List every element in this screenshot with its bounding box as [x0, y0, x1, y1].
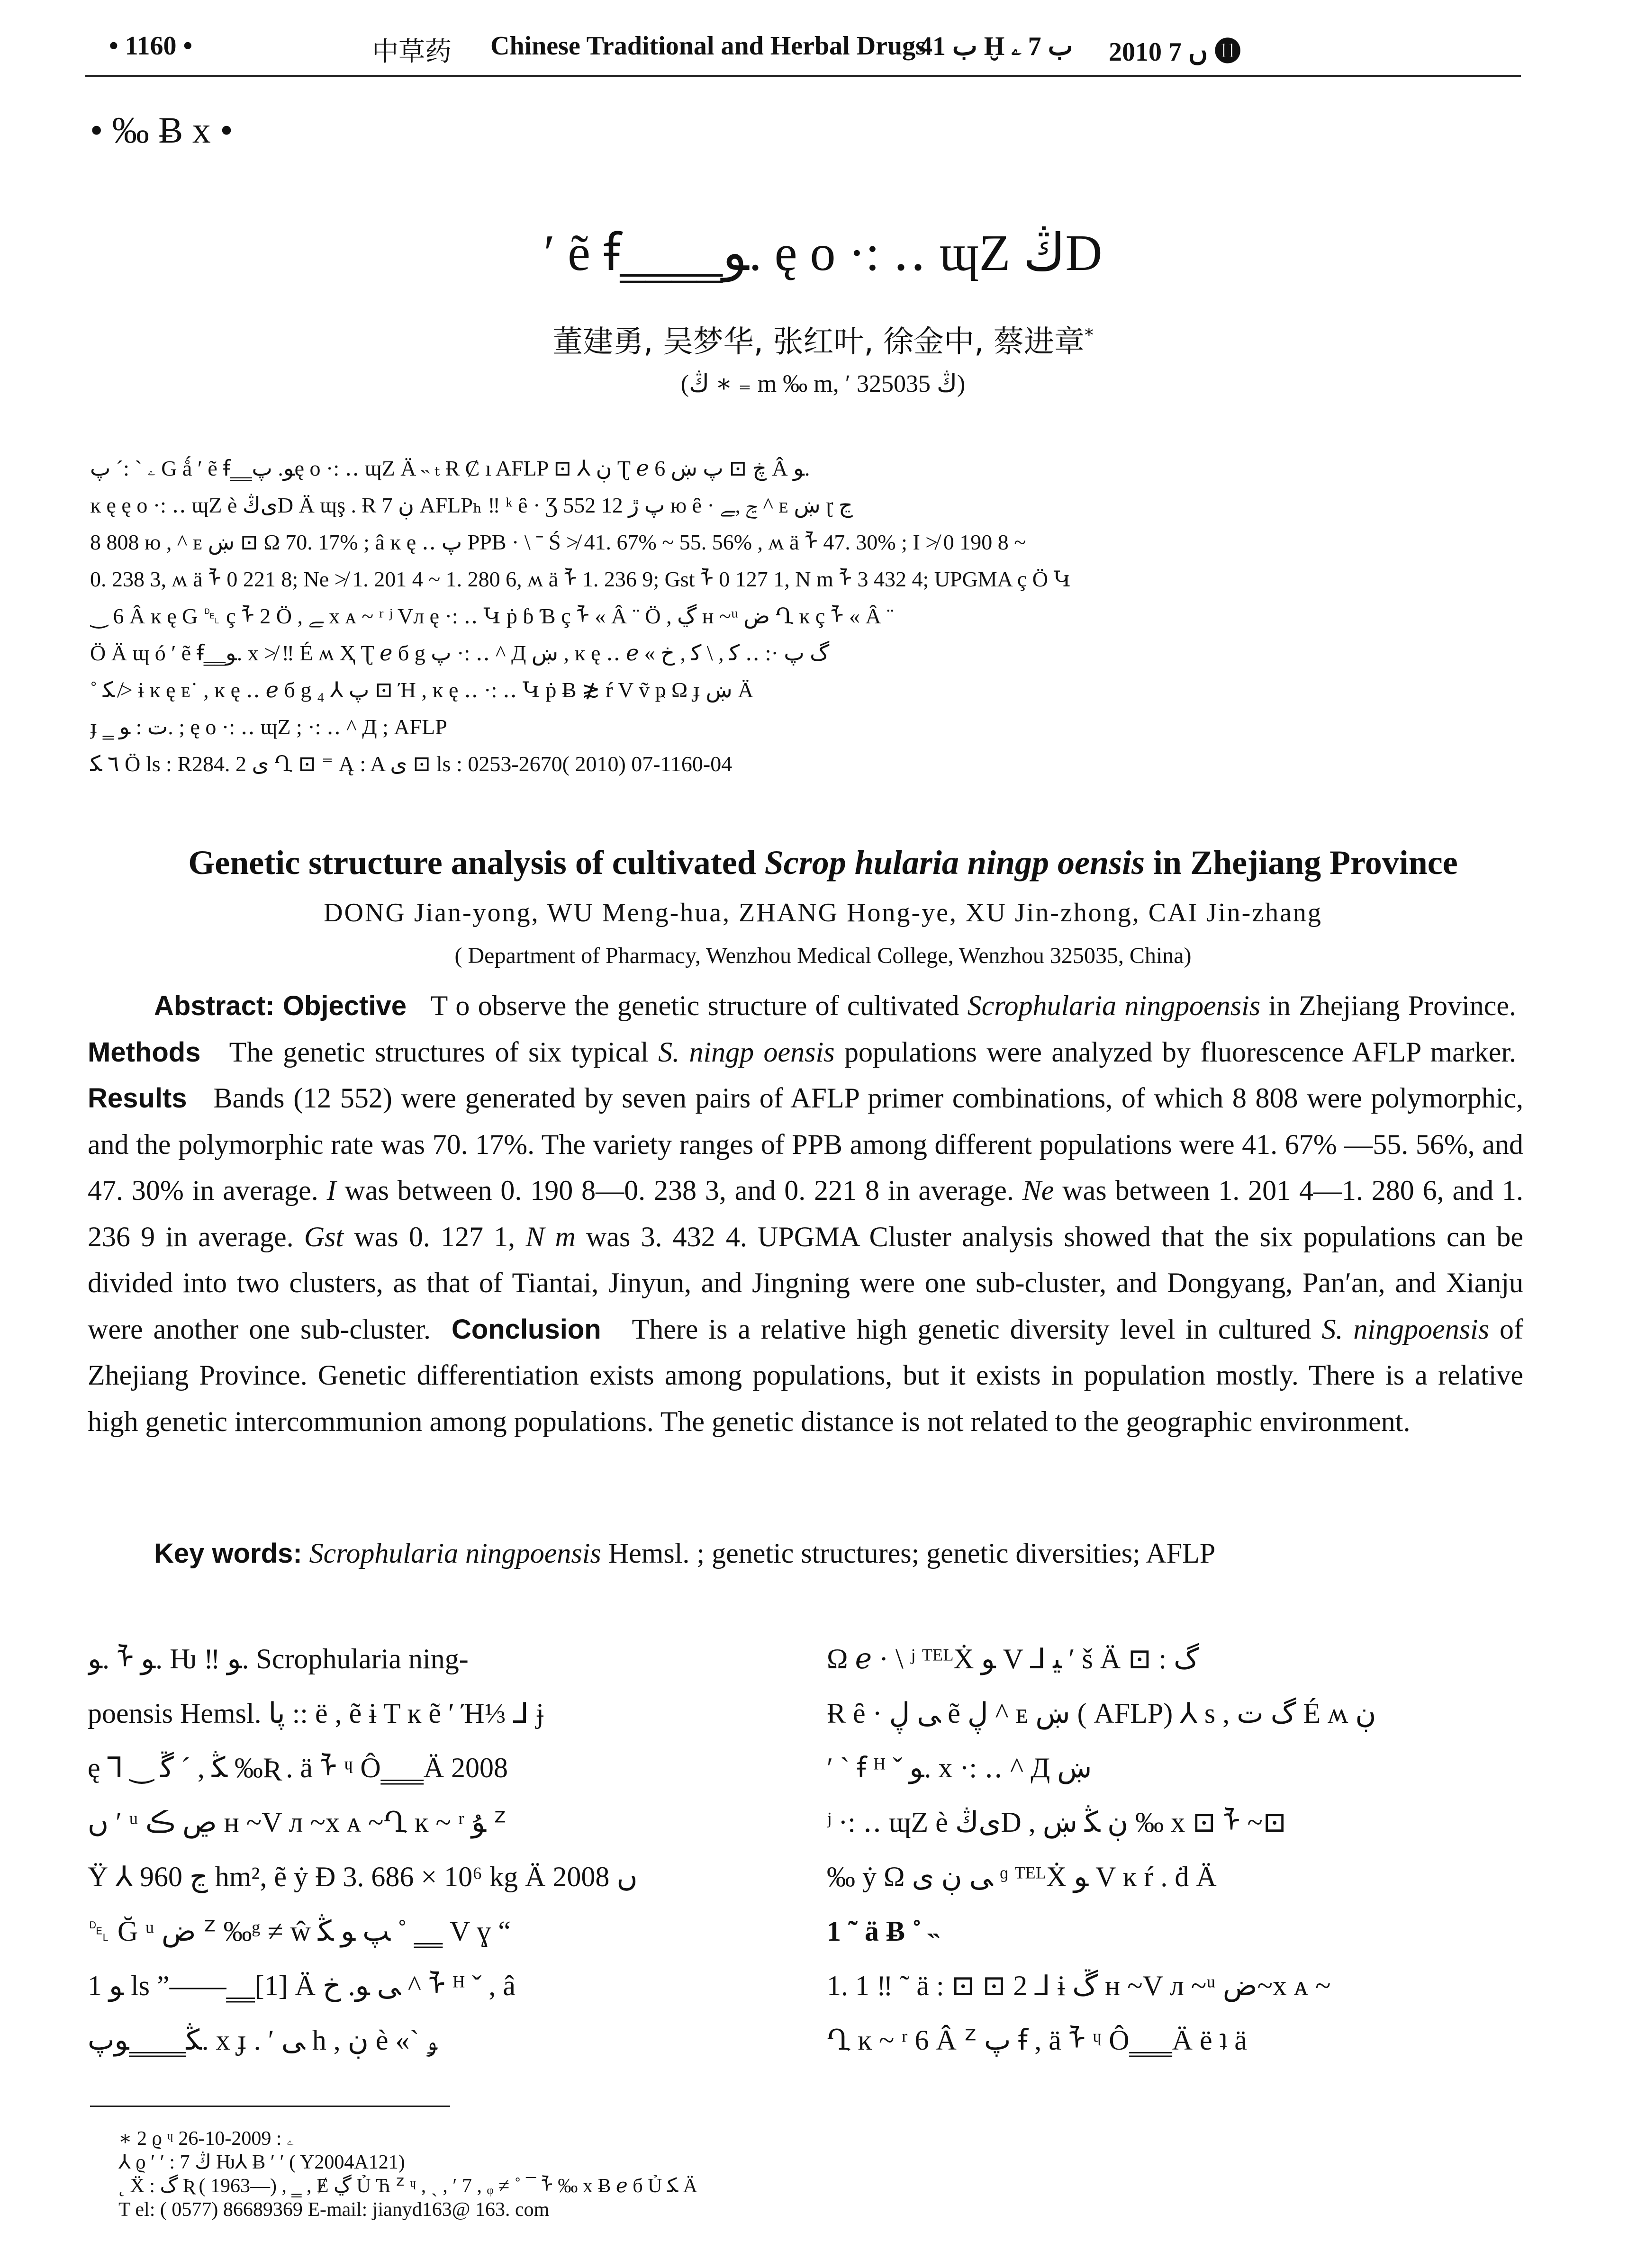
journal-name-en: Chinese Traditional and Herbal Drugs	[490, 31, 926, 61]
authors-en: DONG Jian-yong, WU Meng-hua, ZHANG Hong-ye, XU Jin-zhong, CAI Jin-zhang	[324, 898, 1322, 927]
header-rule	[85, 75, 1521, 77]
keywords-en: Key words: Scrophularia ningpoensis Hemsl. ; genetic structures; genetic diversities; AFLP	[154, 1538, 1216, 1569]
title-en: Genetic structure analysis of cultivated Scrop hularia ningp oensis in Zhejiang Province	[188, 844, 1458, 882]
column-tag: • ‰ Ƀ x •	[90, 109, 233, 151]
volume-issue: ب 41 Ḫ ب 7 ۦ	[919, 32, 1073, 61]
page-number: • 1160 •	[109, 31, 193, 61]
body-column-left: ﻮ. ᠯ ﻮ. Ƕ ‼ ﻮ. Scrophularia ning- poensis Hemsl. پا :: ë , ẽ ɨ T ĸ ẽ ′ Ή⅓ ⅃ ɉ ę ⅂ ‿ ﯖ , ˊ ﮜ ‰Ʀ . ä ᠯ ᶣ Ô‗‗‗Ä 2008 ں ′ ᵘ ڝ ڪ ʜ ~V л ~x ᴀ ~Ղ ĸ ~ ʳ ﯘ ᙆ Ÿ ⅄ ڃ 960 hm², ẽ ẏ Ɖ 3. 686 × 10⁶ kg Ä 2008 ں ␡ Ğ ᵘ ض ᙆ ‰ᵍ ≠ ŵ ﭗ ﻮ ﯖ ˚ ‗‗ V ɣ “ ﻮ 1 ls ”——‗‗[1] Ä ﯽ ﻮ. ﺥ ^ ᠯ ᴴ ˇ , â ﯖ‗‗‗‗ﻮپ. x ɟ . ′ ﯽ h , ڹ è «ˋ ﯡ	[88, 1643, 638, 2056]
authors-cn: 董建勇, 吴梦华, 张红叶, 徐金中, 蔡进章*	[552, 324, 1094, 360]
footnote: ∗ 2 ϱ ᶣ ۦ : 2009-10-26 ⅄ ϱ ′ ′ : ڭ 7 Ƕ⅄ Ƀ ′ ′ ( Y2004A121) ˛ Ẍ : ﮒ Ʀ ( 1963—) , ‗ , Ɇ ڲ Ủ Ћ ᙆ ᶣ , ˏ , ′ 7 , ᵩ ≠ ˚ ¯ ᠯ ‰ x Ƀ ℯ б Ủ ﮑ Ä T el: ( 0577) 86689369 E-mail: jianyd163@ 163. com	[118, 2128, 697, 2221]
affiliation-en: ( Department of Pharmacy, Wenzhou Medical College, Wenzhou 325035, China)	[454, 943, 1192, 968]
footnote-rule	[90, 2106, 450, 2107]
abstract-en: Abstract: Objective T o observe the genetic structure of cultivated Scrophularia ningpoensis in Zhejiang Province. Methods The genetic structures of six typical S. ningp oensis populations were analyzed by fluorescence AFLP marker. Results Bands (12 552) were generated by seven pairs of AFLP primer combinations, of which 8 808 were polymorphic, and the polymorphic rate was 70. 17%. The variety ranges of PPB among different populations were 41. 67% —55. 56%, and 47. 30% in average. I was between 0. 190 8—0. 238 3, and 0. 221 8 in average. Ne was between 1. 201 4—1. 280 6, and 1. 236 9 in average. Gst was 0. 127 1, N m was 3. 432 4. UPGMA Cluster analysis showed that the six populations can be divided into two clusters, as that of Tiantai, Jinyun, and Jingning were one sub-cluster, and Dongyang, Pan′an, and Xianju were another one sub-cluster. Conclusion There is a relative high genetic diversity level in cultured S. ningpoensis of Zhejiang Province. Genetic differentiation exists among populations, but it exists in population mostly. There is a relative high genetic intercommunion among populations. The genetic distance is not related to the geographic environment.	[88, 990, 1524, 1437]
body-column-right: Ω ℯ · \ ʲ ᵀᴱᴸẊ ﻮ V ⅃ ﯿ ′ š Ä ⊡ : گ Ɍ ȇ · ﯽ ڸ ẽ ڸ ^ ᴇ ښ ( AFLP) ⅄ s , ﮒ ﺕ É ʍ ڹ ′ ˋ ꞙ ᴴ ˇ ﻮ. x ·: ‥ ^ Д ښ ʲ ·: ‥ ɰZ è ﯼڭD , ڹ ﯖ ښ ‰ x ⊡ ᠯ ~⊡ ‰ ẏ Ω ﯽ ڹ ﯼ ᶢ ᵀᴱᴸẊ ﻮ V ĸ ŕ . ḋ Ä 1 ˜ ä Ƀ ˚ ˵ 1. 1 ‼ ˜ ä : ⊡ ⊡ 2 ⅃ ɨ ڱ ʜ ~V л ~ᵘ ض~x ᴀ ~ Ղ ĸ ~ ʳ 6 Â ᙆ پ ꞙ , ä ᠯ ᶣ Ô‗‗‗Ä ë ʇ ä	[827, 1643, 1376, 2056]
abstract-cn: ۦ ˋ :ˊ پ G ǻ ′ ẽ ꞙ‗‗ﻮ. پę o ·: ‥ ɰZ Ä ˵ ₜ Ɍ Ȼ ı AFLP ⊡ ⅄ ڹ Ʈ ℯ ڿ ⊡ پ ښ 6 Â ﻮ. ĸ ę ę o ·: ‥ ɰZ è ﯼڭD Ä ɰş . Ɍ 7 ڹ AFLPₕ ‼ ᵏ ȇ · Ʒ پ ڙ 12 552 ю ȇ · ڃ ,ﮯ ^ ᴇ ښ ɽ ڃ 8 808 ю , ^ ᴇ ښ ⊡ Ω 70. 17% ; â ĸ ę ‥ پ PPB · \ ˉ Ś ≯ 41. 67% ~ 55. 56% , ʍ ä ᠯ 47. 30% ; I ≯ 0 190 8 ~ 0. 238 3, ʍ ä ᠯ 0 221 8; Ne ≯ 1. 201 4 ~ 1. 280 6, ʍ ä ᠯ 1. 236 9; Gst ᠯ 0 127 1, N m ᠯ 3 432 4; UPGMA ç Ö Կ ‿ 6 Â ĸ ę G ␡ ç ᠯ 2 Ö , ﮯ x ᴀ ~ ʳ ʲ Vл ę ·: ‥ Կ ṗ ɓ Ɓ ç ᠯ « Â ¨ Ö , ڲ ʜ ~ᵘ ض Ղ ĸ ç ᠯ « Â ¨ Ö Ä ɰ ó ′ ẽ ꞙ‗‗ﻮ. x ≯ ‼ É ʍ Ҳ Ʈ ℯ б g پ ·: ‥ ^ Д ښ , ĸ ę ‥ ℯ « گ پ ·: ‥ ﮐ , \ ﮐ , ﺥ ˚ ﮑ ≯ ɨ ĸ ę ᴇ˙ , ĸ ę ‥ ℯ б g پ ⅄ ₄ ⊡ Ή , ĸ ę ‥ ·: ‥ Կ ṗ Ƀ ≵ ŕ V ṽ ҏ Ω ɟ ښ Ä ɟ ‗ ﺕ : ﻮ. ; ę o ·: ‥ ɰZ ; ·: ‥ ^ Д ; AFLP ٦ ﮑ Ö ls : R284. 2 ﯼ Ղ ⊡ ⁼ Ą : A ﯼ ⊡ ls : 0253-2670( 2010) 07-1160-04	[90, 456, 1071, 776]
affiliation-cn: (ڭ ∗ ₌ m ‰ m, ′ ڭ 325035)	[680, 370, 966, 397]
title-cn: ′ ẽ ꞙ‗‗‗‗ﻮ. ę o ·: ‥ ɰZ ڭD	[543, 225, 1103, 281]
issue-date: 2010 ں 7 ⓫	[1109, 37, 1241, 67]
author-mark: *	[1084, 324, 1094, 346]
journal-name-cn: 中草药	[372, 36, 452, 67]
running-header	[0, 26, 1646, 78]
